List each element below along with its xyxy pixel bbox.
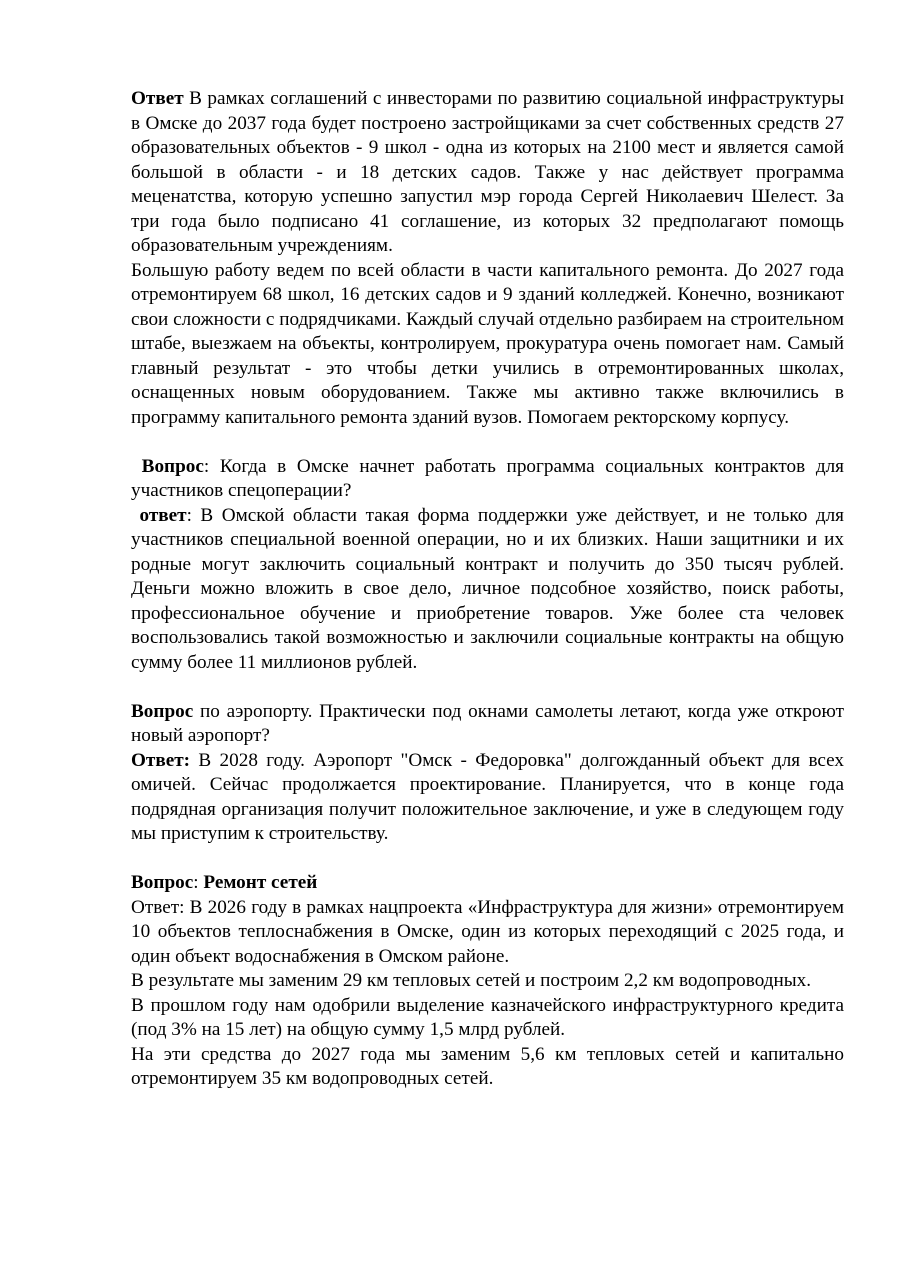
paragraph-gap	[131, 675, 844, 700]
question-separator: :	[193, 872, 204, 893]
answer-text: В прошлом году нам одобрили выделение казначейского инфраструктурного кредита (под 3% на 15 лет) на общую сумму 1,5 млрд рублей.	[131, 994, 844, 1040]
answer-text: В 2028 году. Аэропорт "Омск - Федоровка" долгожданный объект для всех омичей. Сейчас продолжается проектирование. Планируется, что в конце года подрядная организация получит положительное заключение, и уже в следующем году мы приступим к строительству.	[131, 749, 844, 844]
answer-social-contracts	[131, 504, 844, 676]
question-text: : Когда в Омске начнет работать программа социальных контрактов для участников спецоперации?	[131, 455, 844, 501]
answer-label: Ответ	[131, 88, 184, 109]
answer-networks-p1	[131, 896, 844, 970]
answer-networks-p2	[131, 969, 844, 994]
question-networks	[131, 871, 844, 896]
answer-airport	[131, 749, 844, 847]
question-topic: Ремонт сетей	[203, 872, 318, 893]
question-text: по аэропорту. Практически под окнами самолеты летают, когда уже откроют новый аэропорт?	[131, 700, 844, 746]
question-label: Вопрос	[131, 700, 194, 722]
answer-text: Ответ: В 2026 году в рамках нацпроекта «Инфраструктура для жизни» отремонтируем 10 объектов теплоснабжения в Омске, один из которых переходящий с 2025 года, и один объект водоснабжения в Омском районе.	[131, 896, 844, 967]
paragraph-gap	[131, 847, 844, 872]
document-page	[131, 87, 844, 1092]
answer-label: Ответ:	[131, 749, 191, 771]
question-social-contracts	[131, 455, 844, 504]
question-label: Вопрос	[141, 455, 204, 477]
answer-text: В рамках соглашений с инвесторами по развитию социальной инфраструктуры в Омске до 2037 года будет построено застройщиками за счет собственных средств 27 образовательных объектов - 9 школ - одна из которых на 2100 мест и является самой большой в области - и 18 детских садов. Также у нас действует программа меценатства, которую успешно запустил мэр города Сергей Николаевич Шелест. За три года было подписано 41 соглашение, из которых 32 предполагают помощь образовательным учреждениям.	[131, 88, 844, 256]
answer-text: В результате мы заменим 29 км тепловых сетей и построим 2,2 км водопроводных.	[131, 970, 812, 991]
answer-label: ответ	[139, 504, 187, 526]
answer-networks-p3	[131, 994, 844, 1043]
answer-text: На эти средства до 2027 года мы заменим 5,6 км тепловых сетей и капитально отремонтируем 35 км водопроводных сетей.	[131, 1043, 844, 1089]
paragraph-text: Большую работу ведем по всей области в части капитального ремонта. До 2027 года отремонтируем 68 школ, 16 детских садов и 9 зданий колледжей. Конечно, возникают свои сложности с подрядчиками. Каждый случай отдельно разбираем на строительном штабе, выезжаем на объекты, контролируем, прокуратура очень помогает нам. Самый главный результат - это чтобы детки учились в отремонтированных школах, оснащенных новым оборудованием. Также мы активно также включились в программу капитального ремонта зданий вузов. Помогаем ректорскому корпусу.	[131, 259, 844, 428]
answer-networks-p4	[131, 1043, 844, 1092]
answer-paragraph-infrastructure	[131, 87, 844, 259]
paragraph-gap	[131, 430, 844, 455]
question-airport	[131, 700, 844, 749]
paragraph-capital-repair	[131, 259, 844, 431]
question-label: Вопрос	[131, 872, 194, 893]
answer-text: : В Омской области такая форма поддержки уже действует, и не только для участников специальной военной операции, но и их близких. Наши защитники и их родные могут заключить социальный контракт и получить до 350 тысяч рублей. Деньги можно вложить в свое дело, личное подсобное хозяйство, поиск работы, профессиональное обучение и приобретение товаров. Уже более ста человек воспользовались такой возможностью и заключили социальные контракты на общую сумму более 11 миллионов рублей.	[131, 504, 844, 673]
